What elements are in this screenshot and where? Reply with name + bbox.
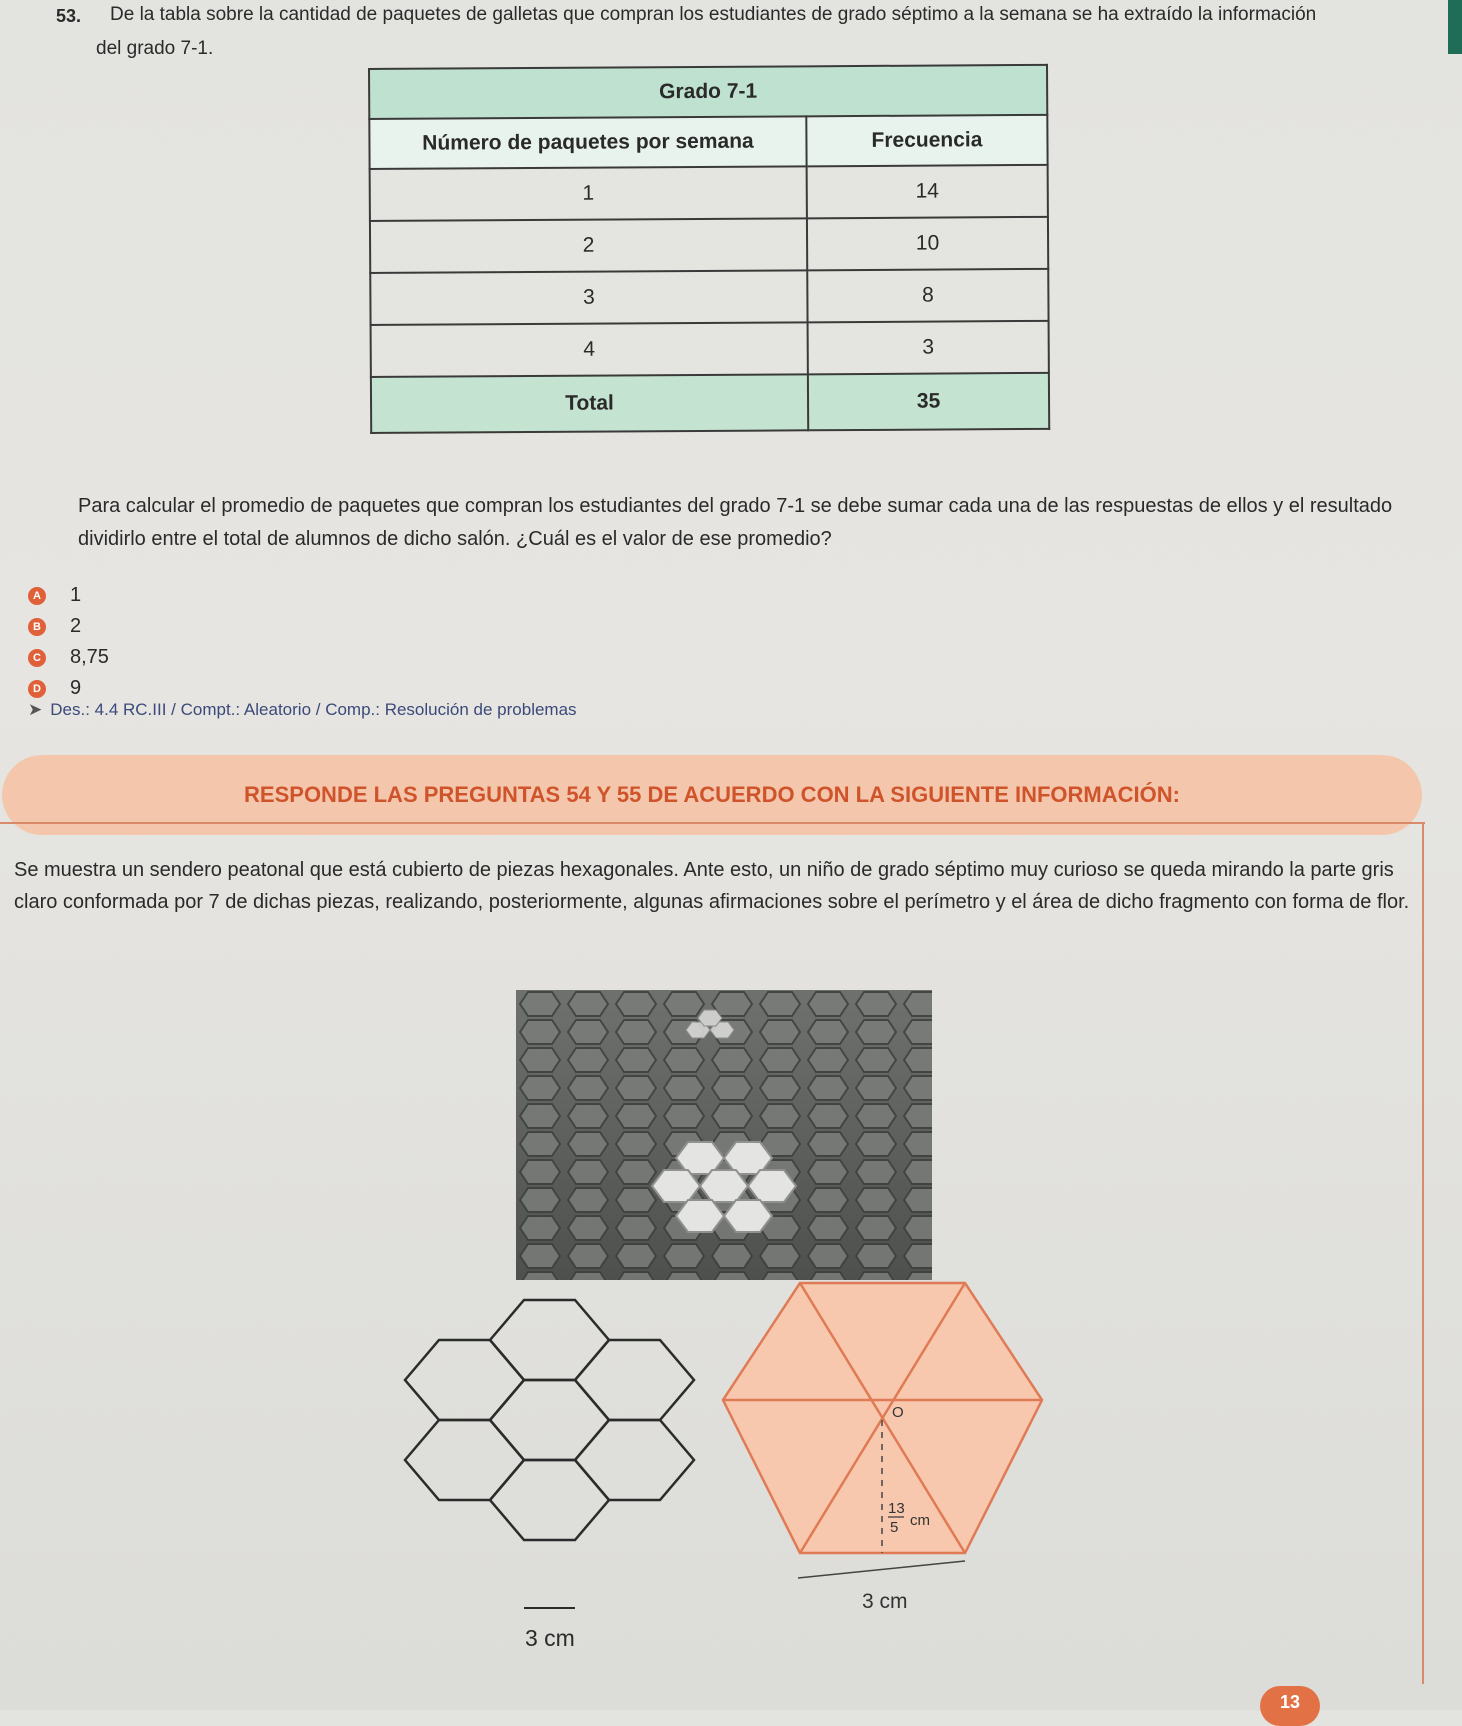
table-total-row xyxy=(371,373,1049,433)
cell-paquetes: 4 xyxy=(371,322,808,377)
option-c[interactable] xyxy=(28,642,109,673)
option-letter: A xyxy=(28,587,46,605)
cell-frecuencia: 8 xyxy=(807,269,1048,322)
question-text-line2: del grado 7-1. xyxy=(96,38,214,59)
divider-vertical xyxy=(1422,824,1424,1684)
option-value: 8,75 xyxy=(70,646,109,668)
hexagon-triangles-diagram xyxy=(720,1275,1050,1665)
descriptor-text: Des.: 4.4 RC.III / Compt.: Aleatorio / Comp.: Resolución de problemas xyxy=(50,700,577,719)
cell-frecuencia: 14 xyxy=(807,165,1048,218)
cell-paquetes: 1 xyxy=(370,166,807,221)
hexagon-flower-diagram xyxy=(400,1290,700,1610)
cell-frecuencia: 10 xyxy=(807,217,1048,270)
table-header-paquetes: Número de paquetes por semana xyxy=(369,116,806,169)
cell-paquetes: 3 xyxy=(370,270,807,325)
page-edge-tab xyxy=(1448,0,1462,54)
apothem-unit: cm xyxy=(910,1512,930,1529)
question-number: 53. xyxy=(56,6,82,26)
center-label: O xyxy=(892,1404,904,1421)
option-value: 2 xyxy=(70,615,82,637)
table-title: Grado 7-1 xyxy=(369,65,1047,119)
answer-options xyxy=(28,580,109,704)
option-b[interactable] xyxy=(28,611,109,642)
question-paragraph: Para calcular el promedio de paquetes que compran los estudiantes del grado 7-1 se debe sumar cada una de las respuestas de ellos y el resultado dividirlo entre el total de alumnos de dicho salón. ¿Cuál es el valor de ese promedio? xyxy=(78,495,1393,550)
arrow-icon: ➤ xyxy=(28,700,43,719)
hex-side-label: 3 cm xyxy=(525,1625,575,1651)
total-value: 35 xyxy=(808,373,1049,430)
triangle-side-label: 3 cm xyxy=(862,1590,908,1613)
total-label: Total xyxy=(371,374,808,433)
context-paragraph: Se muestra un sendero peatonal que está cubierto de piezas hexagonales. Ante esto, un niño de grado séptimo muy curioso se queda mirando la parte gris claro conformada por 7 de dichas piezas, realizando, posteriormente, algunas afirmaciones sobre el perímetro y el área de dicho fragmento con forma de flor. xyxy=(14,859,1410,913)
table-row xyxy=(370,165,1048,221)
apothem-denominator: 5 xyxy=(890,1519,899,1536)
descriptor-line xyxy=(28,700,577,720)
pavement-photo xyxy=(516,990,932,1280)
apothem-numerator: 13 xyxy=(888,1500,905,1517)
option-letter: D xyxy=(28,680,46,698)
question-text: De la tabla sobre la cantidad de paquetes de galletas que compran los estudiantes de grado séptimo a la semana se ha extraído la información xyxy=(110,4,1317,25)
banner-text: RESPONDE LAS PREGUNTAS 54 Y 55 DE ACUERDO CON LA SIGUIENTE INFORMACIÓN: xyxy=(244,782,1180,807)
option-letter: C xyxy=(28,649,46,667)
frequency-table xyxy=(368,64,1050,434)
table-row xyxy=(371,321,1049,377)
cell-paquetes: 2 xyxy=(370,218,807,273)
option-letter: B xyxy=(28,618,46,636)
option-value: 1 xyxy=(70,584,82,606)
table-row xyxy=(370,269,1048,325)
option-a[interactable] xyxy=(28,580,109,611)
page-number: 13 xyxy=(1260,1686,1320,1726)
option-value: 9 xyxy=(70,677,82,699)
cell-frecuencia: 3 xyxy=(808,321,1049,374)
table-header-frecuencia: Frecuencia xyxy=(806,115,1047,166)
divider xyxy=(0,822,1425,824)
table-row xyxy=(370,217,1048,273)
